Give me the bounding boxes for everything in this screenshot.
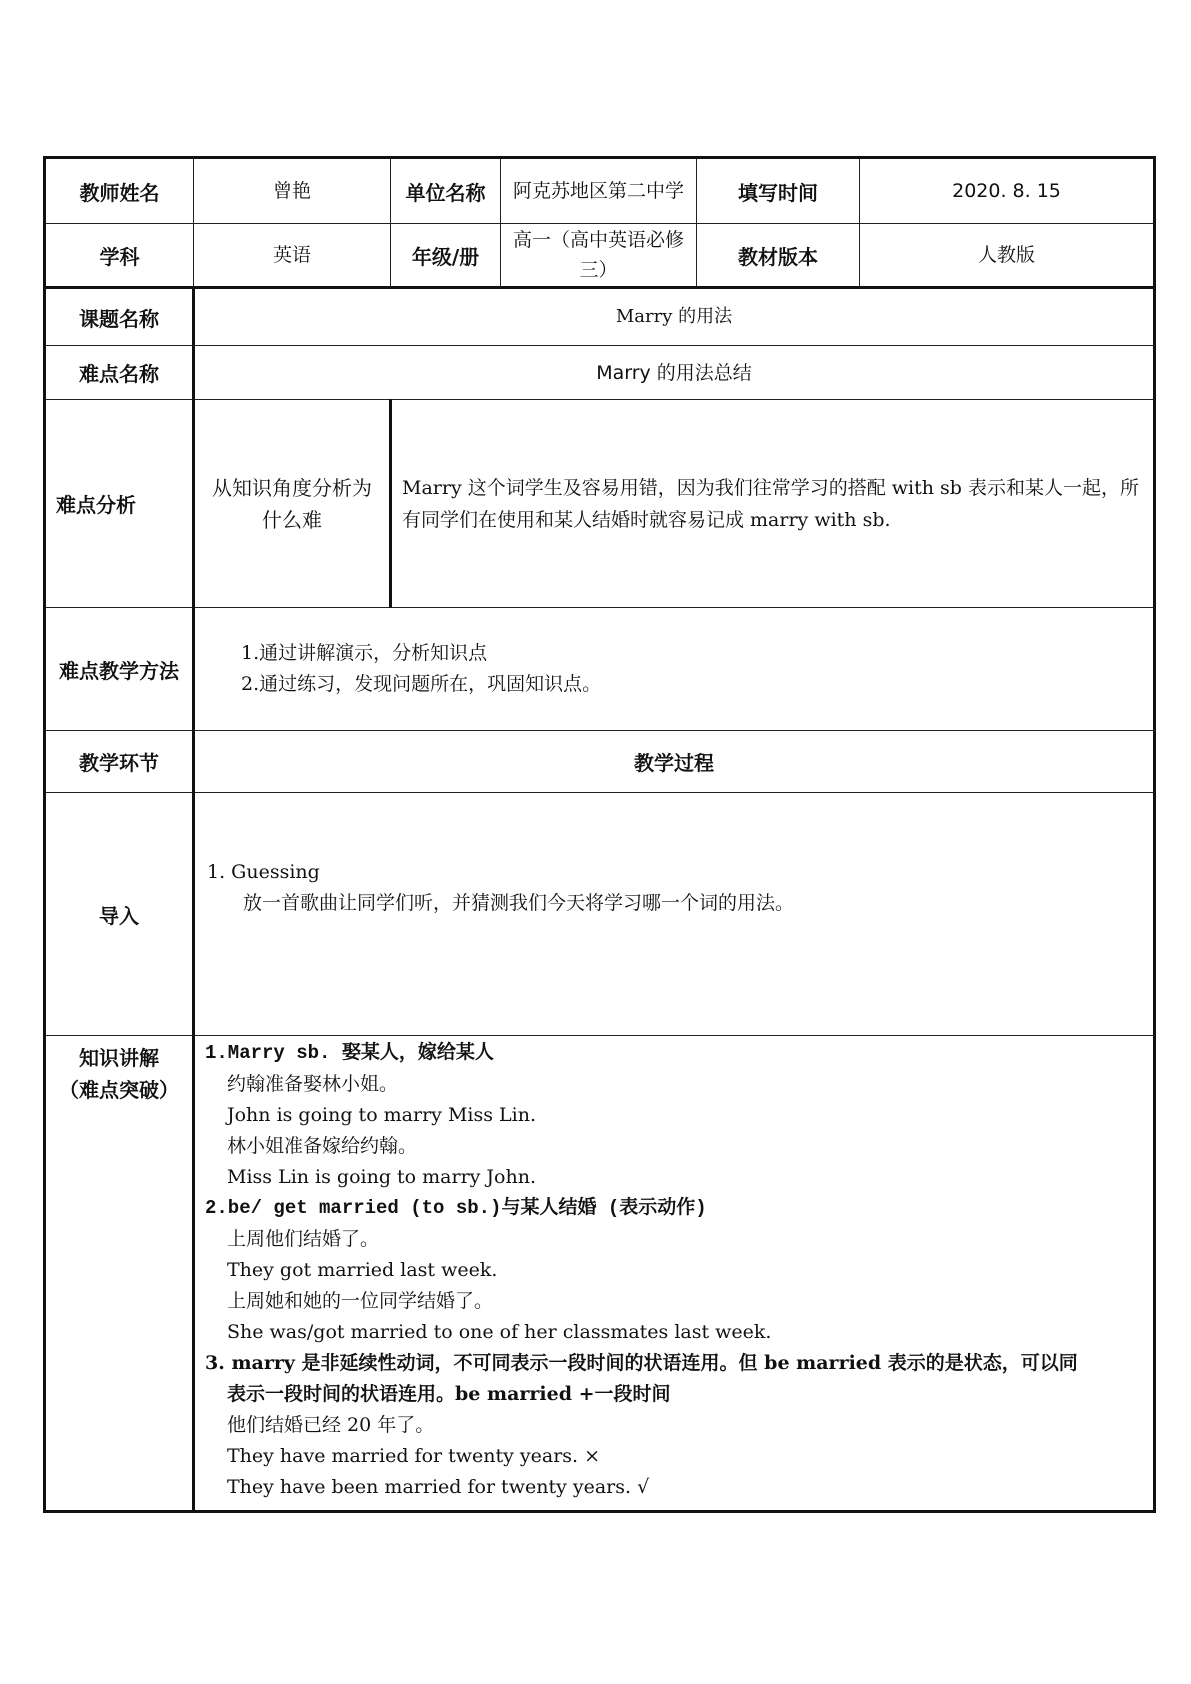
analysis-text: Marry 这个词学生及容易用错，因为我们往常学习的搭配 with sb 表示和某人一起，所有同学们在使用和某人结婚时就容易记成 marry with sb. xyxy=(391,400,1155,608)
subject-label: 学科 xyxy=(45,224,194,288)
analysis-row xyxy=(45,400,1155,608)
knowledge-heading: 2.be/ get married (to sb.)与某人结婚 (表示动作) xyxy=(205,1197,707,1219)
method-row xyxy=(45,608,1155,731)
method-list xyxy=(194,608,1155,731)
header-row-2 xyxy=(45,224,1155,288)
process-value: 教学过程 xyxy=(194,731,1155,793)
analysis-label: 难点分析 xyxy=(45,400,194,608)
knowledge-heading-cont: 表示一段时间的状语连用。be married +一段时间 xyxy=(227,1383,671,1405)
intro-row xyxy=(45,793,1155,1036)
knowledge-heading: 3. marry 是非延续性动词，不可同表示一段时间的状语连用。但 be married 表示的是状态，可以同 xyxy=(205,1352,1078,1374)
topic-label: 课题名称 xyxy=(45,288,194,346)
knowledge-label-line1: 知识讲解 xyxy=(79,1046,159,1070)
grade-value: 高一（高中英语必修三） xyxy=(501,224,697,288)
knowledge-content xyxy=(194,1036,1155,1512)
time-value: 2020. 8. 15 xyxy=(860,158,1155,224)
difficulty-row xyxy=(45,346,1155,400)
example-zh: 上周他们结婚了。 xyxy=(227,1228,380,1250)
intro-description: 放一首歌曲让同学们听，并猜测我们今天将学习哪一个词的用法。 xyxy=(243,892,795,914)
example-en-wrong: They have married for twenty years. × xyxy=(227,1445,601,1467)
example-en: Miss Lin is going to marry John. xyxy=(227,1166,536,1188)
knowledge-heading: 1.Marry sb. 娶某人，嫁给某人 xyxy=(205,1042,494,1064)
difficulty-value: Marry 的用法总结 xyxy=(194,346,1155,400)
time-label: 填写时间 xyxy=(697,158,860,224)
teacher-label: 教师姓名 xyxy=(45,158,194,224)
example-zh: 上周她和她的一位同学结婚了。 xyxy=(227,1290,494,1312)
textbook-label: 教材版本 xyxy=(697,224,860,288)
analysis-sub-label: 从知识角度分析为什么难 xyxy=(194,400,391,608)
process-row xyxy=(45,731,1155,793)
teacher-value: 曾艳 xyxy=(194,158,391,224)
example-en: She was/got married to one of her classmates last week. xyxy=(227,1321,772,1343)
intro-content xyxy=(194,793,1155,1036)
unit-value: 阿克苏地区第二中学 xyxy=(501,158,697,224)
header-row-1 xyxy=(45,158,1155,224)
intro-label: 导入 xyxy=(45,793,194,1036)
textbook-value: 人教版 xyxy=(860,224,1155,288)
knowledge-label-line2: （难点突破） xyxy=(59,1078,179,1102)
lesson-plan-document xyxy=(43,156,1153,1513)
intro-heading: 1. Guessing xyxy=(207,861,320,883)
knowledge-label xyxy=(45,1036,194,1512)
method-label: 难点教学方法 xyxy=(45,608,194,731)
example-en: John is going to marry Miss Lin. xyxy=(227,1104,536,1126)
method-item: 2.通过练习，发现问题所在，巩固知识点。 xyxy=(241,673,602,695)
example-en: They got married last week. xyxy=(227,1259,498,1281)
topic-row xyxy=(45,288,1155,346)
grade-label: 年级/册 xyxy=(391,224,501,288)
example-en-correct: They have been married for twenty years. √ xyxy=(227,1476,650,1498)
unit-label: 单位名称 xyxy=(391,158,501,224)
example-zh: 他们结婚已经 20 年了。 xyxy=(227,1414,435,1436)
topic-value: Marry 的用法 xyxy=(194,288,1155,346)
lesson-plan-table xyxy=(43,156,1156,1513)
example-zh: 约翰准备娶林小姐。 xyxy=(227,1073,399,1095)
difficulty-label: 难点名称 xyxy=(45,346,194,400)
process-label: 教学环节 xyxy=(45,731,194,793)
example-zh: 林小姐准备嫁给约翰。 xyxy=(227,1135,418,1157)
method-item: 1.通过讲解演示，分析知识点 xyxy=(241,642,488,664)
knowledge-row xyxy=(45,1036,1155,1512)
subject-value: 英语 xyxy=(194,224,391,288)
